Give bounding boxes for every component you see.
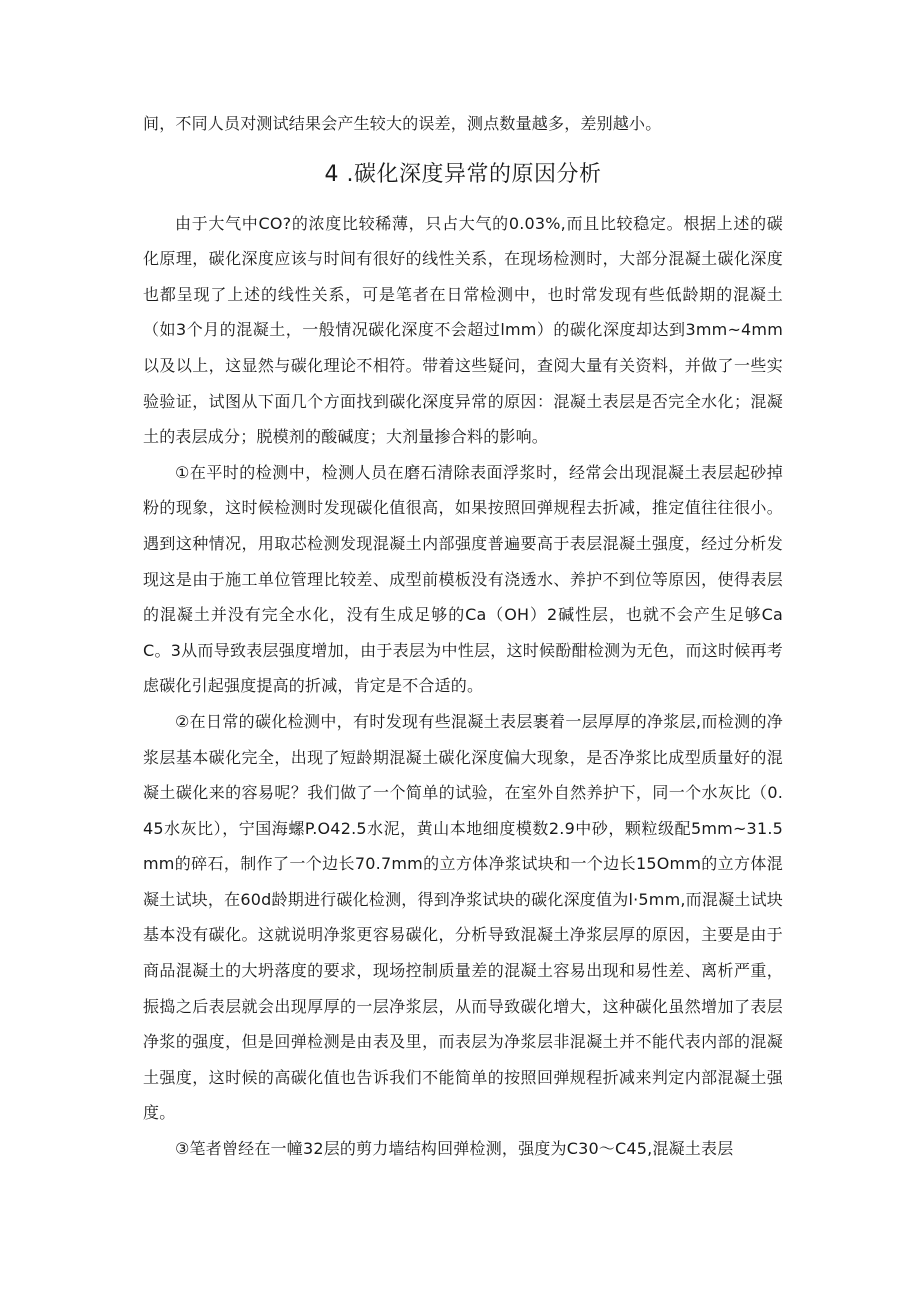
section-heading: 4 .碳化深度异常的原因分析 <box>324 161 602 187</box>
paragraph-item-2: ②在日常的碳化检测中，有时发现有些混凝土表层裹着一层厚厚的净浆层,而检测的净浆层基本碳化完全，出现了短龄期混凝土碳化深度偏大现象，是否净浆比成型质量好的混凝土碳化来的容易呢？我们做了一个简单的试验，在室外自然养护下，同一个水灰比（0.45水灰比），宁国海螺P.O42.5水泥，黄山本地细度模数2.9中砂，颗粒级配5mm~31.5mm的碎石，制作了一个边长70.7mm的立方体净浆试块和一个边长15Omm的立方体混凝土试块，在60d龄期进行碳化检测，得到净浆试块的碳化深度值为l·5mm,而混凝土试块基本没有碳化。这就说明净浆更容易碳化，分析导致混凝土净浆层厚的原因，主要是由于商品混凝土的大坍落度的要求，现场控制质量差的混凝土容易出现和易性差、离析严重，振捣之后表层就会出现厚厚的一层净浆层，从而导致碳化增大，这种碳化虽然增加了表层净浆的强度，但是回弹检测是由表及里，而表层为净浆层非混凝土并不能代表内部的混凝土强度，这时候的高碳化值也告诉我们不能简单的按照回弹规程折减来判定内部混凝土强度。 <box>143 711 783 1123</box>
paragraph-item-1: ①在平时的检测中，检测人员在磨石清除表面浮浆时，经常会出现混凝土表层起砂掉粉的现象，这时候检测时发现碳化值很高，如果按照回弹规程去折减，推定值往往很小。遇到这种情况，用取芯检测发现混凝土内部强度普遍要高于表层混凝土强度，经过分析发现这是由于施工单位管理比较差、成型前模板没有浇透水、养护不到位等原因，使得表层的混凝土并没有完全水化，没有生成足够的Ca（OH）2碱性层，也就不会产生足够CaC。3从而导致表层强度增加，由于表层为中性层，这时候酚酣检测为无色，而这时候再考虑碳化引起强度提高的折减，肯定是不合适的。 <box>143 462 783 696</box>
paragraph-continuation: 间，不同人员对测试结果会产生较大的误差，测点数量越多，差别越小。 <box>143 114 662 133</box>
document-body <box>143 106 783 1167</box>
paragraph-item-3: ③笔者曾经在一幢32层的剪力墙结构回弹检测，强度为C30～C45,混凝土表层 <box>175 1139 734 1159</box>
paragraph-intro: 由于大气中CO?的浓度比较稀薄，只占大气的0.03%,而且比较稳定。根据上述的碳化原理，碳化深度应该与时间有很好的线性关系，在现场检测时，大部分混凝土碳化深度也都呈现了上述的线性关系，可是笔者在日常检测中，也时常发现有些低龄期的混凝土（如3个月的混凝土，一般情况碳化深度不会超过lmm）的碳化深度却达到3mm~4mm以及以上，这显然与碳化理论不相符。带着这些疑问，查阅大量有关资料，并做了一些实验验证，试图从下面几个方面找到碳化深度异常的原因：混凝土表层是否完全水化；混凝土的表层成分；脱模剂的酸碱度；大剂量掺合料的影响。 <box>143 213 783 447</box>
